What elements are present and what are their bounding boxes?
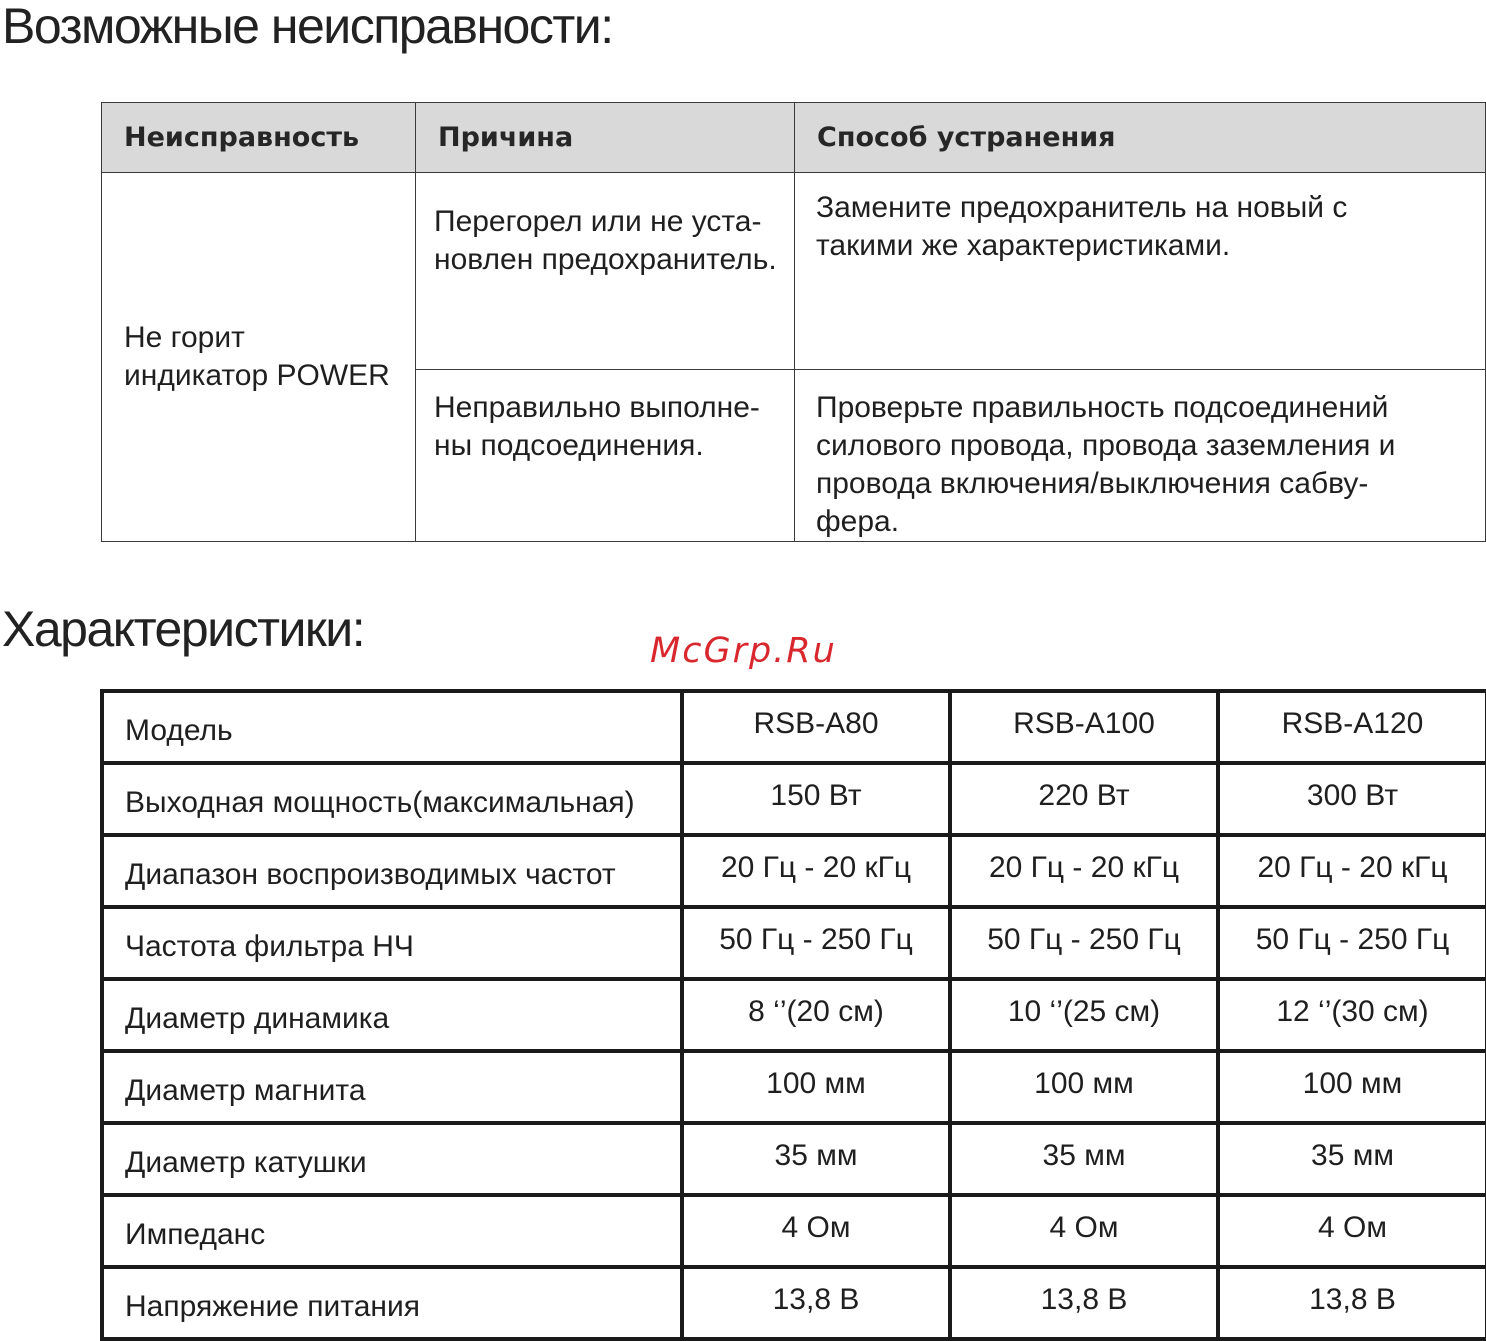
cause-text-line: новлен предохранитель.: [434, 243, 777, 276]
cause-text-line: ны подсоединения.: [434, 429, 704, 462]
spec-value: 20 Гц - 20 кГц: [1218, 835, 1486, 907]
spec-value: 20 Гц - 20 кГц: [682, 835, 950, 907]
solution-text-line: силового провода, провода заземления и: [816, 429, 1396, 462]
solution-cell: [795, 370, 1486, 542]
spec-value: 35 мм: [682, 1123, 950, 1195]
spec-param: Частота фильтра НЧ: [102, 907, 682, 979]
fault-text-line: Не горит: [124, 321, 245, 354]
spec-row-supply-voltage: [102, 1267, 1486, 1339]
table-row: [102, 173, 1486, 370]
solution-text-line: Замените предохранитель на новый с: [816, 191, 1348, 224]
spec-param: Диаметр динамика: [102, 979, 682, 1051]
spec-value: 4 Ом: [950, 1195, 1218, 1267]
faults-section-title: Возможные неисправности:: [2, 0, 613, 54]
spec-value: 35 мм: [1218, 1123, 1486, 1195]
fault-cell: [102, 173, 416, 542]
specifications-table: [100, 689, 1486, 1341]
spec-value: 220 Вт: [950, 763, 1218, 835]
solution-text-line: Проверьте правильность подсоединений: [816, 391, 1389, 424]
spec-value: 300 Вт: [1218, 763, 1486, 835]
spec-value: 50 Гц - 250 Гц: [1218, 907, 1486, 979]
table-header-row: [102, 103, 1486, 173]
solution-text-line: провода включения/выключения сабву-: [816, 467, 1369, 500]
spec-value: 100 мм: [682, 1051, 950, 1123]
spec-value: 50 Гц - 250 Гц: [682, 907, 950, 979]
spec-row-speaker-diameter: [102, 979, 1486, 1051]
spec-value: 13,8 В: [682, 1267, 950, 1339]
spec-row-impedance: [102, 1195, 1486, 1267]
cause-cell: [416, 370, 795, 542]
spec-row-coil-diameter: [102, 1123, 1486, 1195]
spec-value: 35 мм: [950, 1123, 1218, 1195]
header-cause: Причина: [416, 103, 795, 173]
cause-cell: [416, 173, 795, 370]
spec-param: Модель: [102, 691, 682, 763]
spec-param: Диапазон воспроизводимых частот: [102, 835, 682, 907]
troubleshooting-table: [101, 102, 1486, 542]
spec-value: 100 мм: [950, 1051, 1218, 1123]
watermark: McGrp.Ru: [650, 631, 837, 671]
spec-value: 10 ‘’(25 см): [950, 979, 1218, 1051]
spec-value: RSB-A100: [950, 691, 1218, 763]
spec-row-lowpass-filter: [102, 907, 1486, 979]
solution-text-line: фера.: [816, 505, 900, 538]
spec-value: 150 Вт: [682, 763, 950, 835]
spec-row-model: [102, 691, 1486, 763]
spec-value: 13,8 В: [1218, 1267, 1486, 1339]
header-fault: Неисправность: [102, 103, 416, 173]
solution-text-line: такими же характеристиками.: [816, 229, 1231, 262]
spec-value: 4 Ом: [1218, 1195, 1486, 1267]
spec-row-magnet-diameter: [102, 1051, 1486, 1123]
spec-value: RSB-A120: [1218, 691, 1486, 763]
specs-section-title: Характеристики:: [2, 601, 365, 657]
spec-value: 20 Гц - 20 кГц: [950, 835, 1218, 907]
spec-value: 12 ‘’(30 см): [1218, 979, 1486, 1051]
spec-param: Выходная мощность(максимальная): [102, 763, 682, 835]
spec-row-frequency-range: [102, 835, 1486, 907]
cause-text-line: Неправильно выполне-: [434, 391, 760, 424]
spec-value: 50 Гц - 250 Гц: [950, 907, 1218, 979]
header-solution: Способ устранения: [795, 103, 1486, 173]
spec-param: Диаметр магнита: [102, 1051, 682, 1123]
spec-value: 4 Ом: [682, 1195, 950, 1267]
spec-value: 100 мм: [1218, 1051, 1486, 1123]
spec-param: Напряжение питания: [102, 1267, 682, 1339]
spec-param: Диаметр катушки: [102, 1123, 682, 1195]
spec-value: 8 ‘’(20 см): [682, 979, 950, 1051]
cause-text-line: Перегорел или не уста-: [434, 205, 762, 238]
spec-value: RSB-A80: [682, 691, 950, 763]
spec-param: Импеданс: [102, 1195, 682, 1267]
spec-value: 13,8 В: [950, 1267, 1218, 1339]
fault-text-line: индикатор POWER: [124, 359, 390, 392]
solution-cell: [795, 173, 1486, 370]
spec-row-output-power: [102, 763, 1486, 835]
